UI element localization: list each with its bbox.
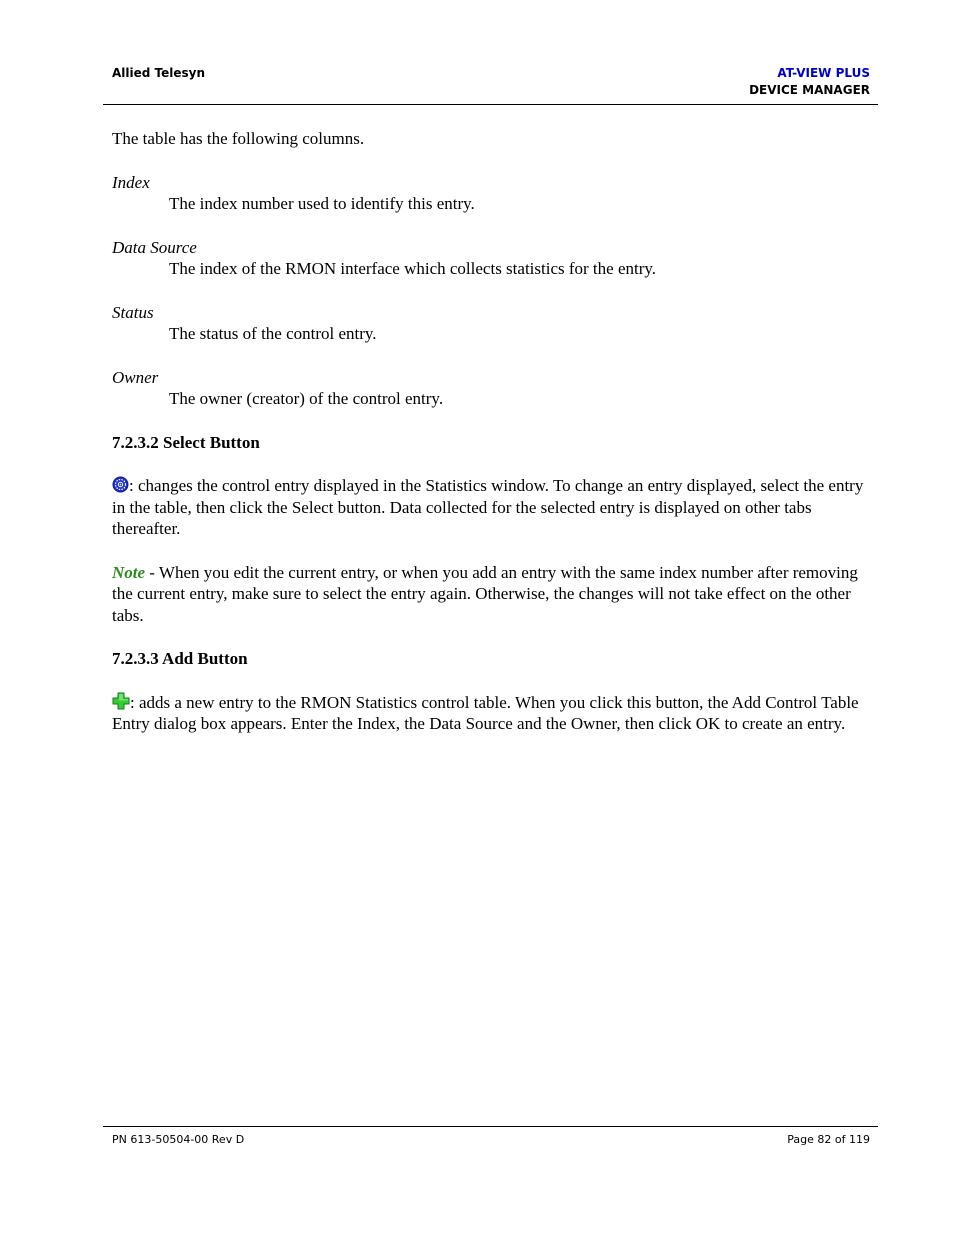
desc-data-source: The index of the RMON interface which collects statistics for the entry. (169, 259, 657, 278)
part-number: PN 613-50504-00 Rev D (112, 1133, 245, 1146)
note-text: - When you edit the current entry, or when you add an entry with the same index number after removing the current entry, make sure to select the entry again. Otherwise, the changes will not take effect on the other tabs. (112, 562, 858, 625)
page-footer (103, 1126, 878, 1146)
select-button-description (112, 475, 872, 540)
term-index: Index (112, 172, 150, 192)
select-button-text: : changes the control entry displayed in the Statistics window. To change an entry displayed, select the entry in the table, then click the Select button. Data collected for the selected entry is displayed on other tabs thereafter. (112, 476, 864, 538)
term-owner: Owner (112, 367, 159, 387)
page-number: Page 82 of 119 (787, 1133, 870, 1146)
company-name: Allied Telesyn (112, 66, 206, 80)
note-label: Note (112, 562, 146, 582)
product-name: AT-VIEW PLUS (777, 66, 870, 80)
add-button-heading: 7.2.3.3 Add Button (112, 649, 248, 668)
add-button-text: : adds a new entry to the RMON Statistics control table. When you click this button, the Add Control Table Entry dialog box appears. Enter the Index, the Data Source and the Owner, then click OK to create an entry. (112, 692, 859, 733)
note-paragraph (112, 562, 872, 627)
page-header (103, 62, 878, 105)
term-data-source: Data Source (112, 237, 197, 257)
select-button-heading: 7.2.3.2 Select Button (112, 432, 260, 452)
desc-status: The status of the control entry. (169, 324, 377, 343)
add-button-description (112, 692, 872, 735)
section-name: DEVICE MANAGER (749, 83, 870, 97)
desc-index: The index number used to identify this entry. (169, 194, 475, 213)
plus-icon (112, 692, 130, 710)
document-body (112, 128, 872, 757)
intro-text: The table has the following columns. (112, 129, 365, 148)
select-icon (112, 476, 129, 493)
desc-owner: The owner (creator) of the control entry. (169, 389, 444, 408)
term-status: Status (112, 302, 154, 322)
